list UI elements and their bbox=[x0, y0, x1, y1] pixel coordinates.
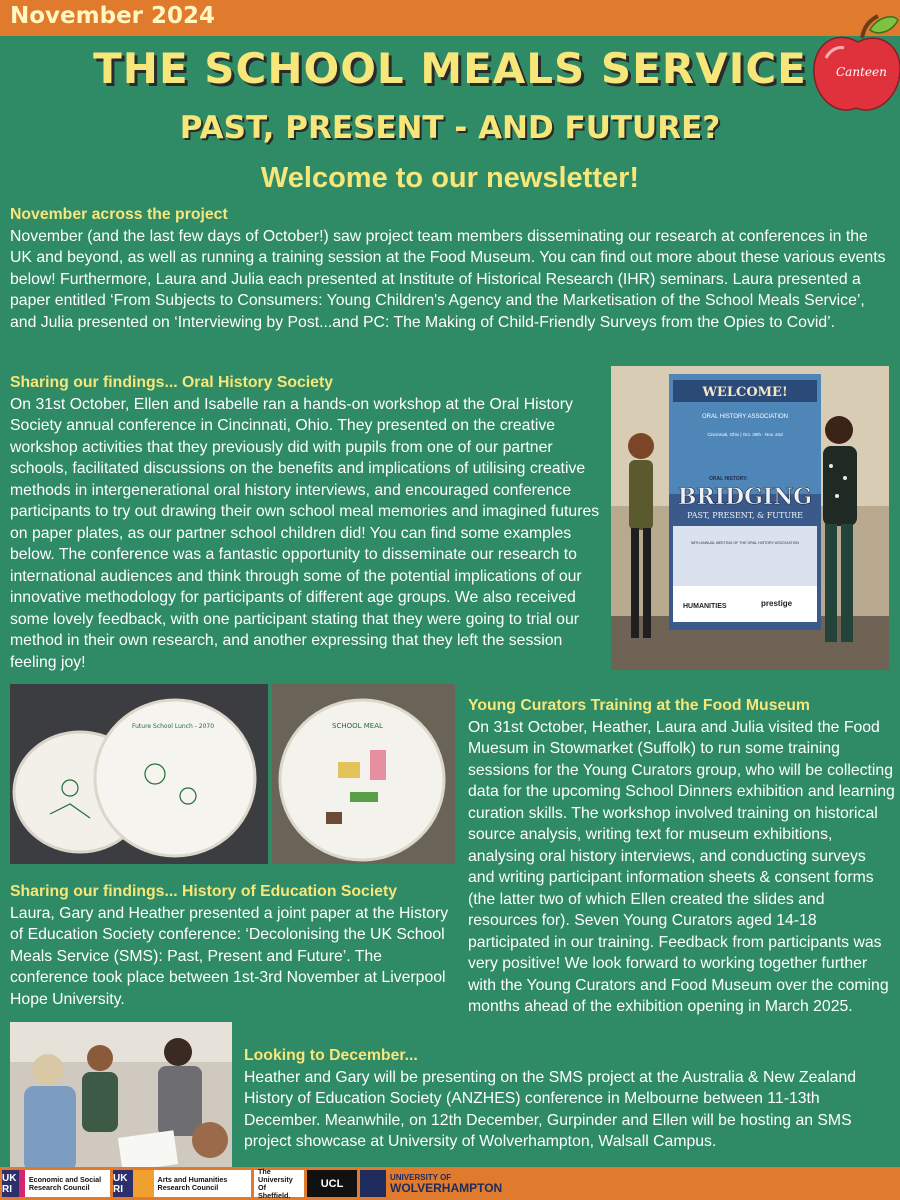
paper-plates-photo bbox=[10, 684, 455, 864]
footer-logo-bar bbox=[0, 1167, 900, 1200]
wolverhampton-label-line1: UNIVERSITY OF bbox=[390, 1173, 452, 1182]
banner-welcome: WELCOME! bbox=[702, 385, 788, 400]
workshop-photo bbox=[10, 1022, 232, 1172]
sheffield-label: The University Of Sheffield. bbox=[258, 1166, 293, 1200]
banner-theme-sub: PAST, PRESENT, & FUTURE bbox=[687, 511, 803, 520]
top-banner bbox=[0, 0, 900, 36]
section-body: On 31st October, Ellen and Isabelle ran a hands-on workshop at the Oral History Society annual conference in Cincinnati, Ohio. They presented on the creative workshop activities that they previously did with pupils from one of our partner schools, facilitated discussions on the benefits and implications of utilising creative methods in intergenerational oral history interviews, and encouraged conference participants to try out drawing their own school meal memories and imagined futures on paper plates, as our partner school children did! You can find some examples below. The conference was a fantastic opportunity to disseminate our research to international audiences and think through some of the potential implications of our innovative methodology for participants of different age groups. We also received some lovely feedback, with one participant stating that they were going to trial our method in their own research, and another expressing that they left the session feeling joy! bbox=[10, 395, 600, 671]
ukri-mark: UK RI bbox=[2, 1170, 19, 1197]
ucl-label: UCL bbox=[307, 1170, 357, 1197]
esrc-logo bbox=[2, 1170, 110, 1197]
section-body: On 31st October, Heather, Laura and Julia visited the Food Muesum in Stowmarket (Suffolk) to run some training sessions for the Young Curators group, who will be collecting data for the upcoming School Dinners exhibition and learning curation skills. The workshop involved training on historical source analysis, writing text for museum exhibitions, analysing oral history interviews, and conducting surveys and writing participant information sheets & consent forms (the latter two of which Ellen created the slides and resources for). Seven Young Curators aged 14-18 participated in our training. Feedback from participants was very positive! We look forward to working together further with the Young Curators and Food Museum over the coming months ahead of the exhibition opening in March 2025. bbox=[468, 718, 895, 1015]
section-oral-history bbox=[10, 372, 602, 673]
section-body: Heather and Gary will be presenting on the SMS project at the Australia & New Zealand History of Education Society (ANZHES) conference in Melbourne between 11-13th December. Meanwhile, on 12th December, Gurpinder and Ellen will be hosting an SMS project showcase at University of Wolverhampton, Walsall Campus. bbox=[244, 1068, 857, 1150]
issue-date: November 2024 bbox=[10, 3, 216, 29]
section-november bbox=[10, 204, 892, 333]
banner-sponsor-2: prestige bbox=[761, 599, 793, 608]
sheffield-logo bbox=[254, 1166, 304, 1200]
ahrc-label: Arts and Humanities Research Council bbox=[157, 1174, 228, 1192]
wolverhampton-label bbox=[386, 1172, 502, 1195]
section-heading: Sharing our findings... History of Education Society bbox=[10, 883, 398, 900]
section-young-curators bbox=[468, 695, 896, 1018]
ahrc-logo bbox=[113, 1170, 251, 1197]
ahrc-accent bbox=[133, 1170, 153, 1197]
welcome-heading: Welcome to our newsletter! bbox=[260, 162, 640, 194]
wolverhampton-logo bbox=[360, 1170, 520, 1197]
section-heading: Young Curators Training at the Food Museum bbox=[468, 697, 810, 714]
conference-photo bbox=[611, 366, 889, 670]
section-heading: Looking to December... bbox=[244, 1047, 418, 1064]
section-heading: November across the project bbox=[10, 206, 228, 223]
section-body: November (and the last few days of October!) saw project team members disseminating our research at conferences in the UK and beyond, as well as running a training session at the Food Museum. You can find out more about these various events below! Furthermore, Laura and Julia each presented at Institute of Historical Research (IHR) seminars. Laura presented a paper entitled ‘From Subjects to Consumers: Young Children's Agency and the Marketisation of the School Meals Service’, and Julia presented on ‘Interviewing by Post...and PC: The Making of Child-Friendly Surveys from the Opies to Covid’. bbox=[10, 227, 886, 331]
banner-theme-big: BRIDGING bbox=[677, 484, 813, 510]
apple-lettering: Canteen bbox=[836, 65, 887, 79]
ukri-mark: UK RI bbox=[113, 1170, 133, 1197]
newsletter-title: THE SCHOOL MEALS SERVICE bbox=[93, 44, 807, 93]
esrc-label: Economic and Social Research Council bbox=[28, 1174, 102, 1192]
section-heading: Sharing our findings... Oral History Society bbox=[10, 374, 334, 391]
banner-meeting: 58TH ANNUAL MEETING OF THE ORAL HISTORY ASSOCIATION bbox=[690, 541, 800, 545]
section-history-education bbox=[10, 881, 450, 1010]
banner-theme-small: ORAL HISTORY: bbox=[709, 476, 748, 482]
banner-sponsor-1: HUMANITIES bbox=[683, 603, 727, 610]
wolverhampton-crest-icon bbox=[360, 1170, 386, 1197]
section-december bbox=[244, 1045, 894, 1153]
newsletter-subtitle: PAST, PRESENT - AND FUTURE? bbox=[179, 110, 721, 146]
banner-dates: Cincinnati, Ohio | Oct. 30th - Nov. 2nd bbox=[707, 432, 783, 437]
wolverhampton-label-line2: WOLVERHAMPTON bbox=[390, 1181, 503, 1195]
banner-org: ORAL HISTORY ASSOCIATION bbox=[701, 414, 789, 420]
ucl-logo bbox=[307, 1170, 357, 1197]
section-body: Laura, Gary and Heather presented a joint paper at the History of Education Society conference: ‘Decolonising the UK School Meals Service (SMS): Past, Present and Future’. The conference took place between 1st-3rd November at Liverpool Hope University. bbox=[10, 904, 449, 1008]
plate-1-caption: Future School Lunch - 2070 bbox=[132, 723, 215, 730]
plate-2-caption: SCHOOL MEAL bbox=[332, 722, 383, 730]
